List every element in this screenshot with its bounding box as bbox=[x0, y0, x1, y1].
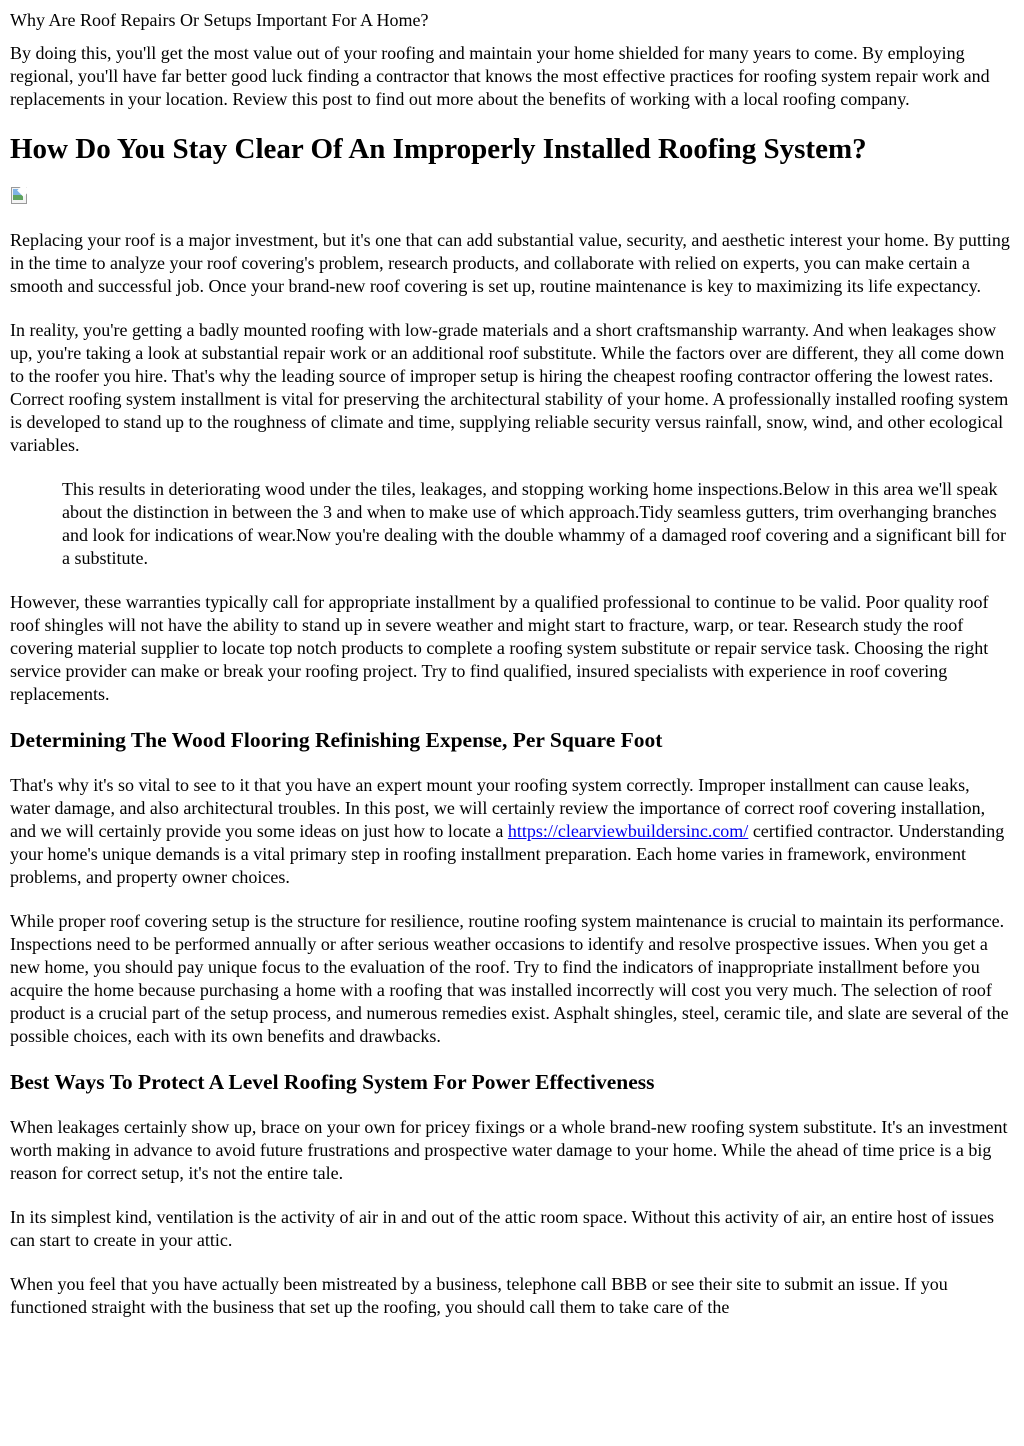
paragraph-in-reality: In reality, you're getting a badly mounted roofing with low-grade materials and a short craftsmanship warranty. And when leakages show up, you're taking a look at substantial repair work or an additional roof substitute. While the factors over are different, they all come down to the roofer you hire. That's why the leading source of improper setup is hiring the cheapest roofing contractor offering the lowest rates. Correct roofing system installment is vital for preserving the architectural stability of your home. A professionally installed roofing system is developed to stand up to the roughness of climate and time, supplying reliable security versus rainfall, snow, wind, and other ecological variables. bbox=[10, 320, 1009, 455]
paragraph-leakages: When leakages certainly show up, brace on your own for pricey fixings or a whole brand-new roofing system substitute. It's an investment worth making in advance to avoid future frustrations and prospective water damage to your home. While the ahead of time price is a big reason for correct setup, it's not the entire tale. bbox=[10, 1117, 1008, 1183]
paragraph-proper-setup: While proper roof covering setup is the structure for resilience, routine roofing system maintenance is crucial to maintain its performance. Inspections need to be performed annually or after serious weather occasions to identify and resolve prospective issues. When you get a new home, you should pay unique focus to the evaluation of the roof. Try to find the indicators of inappropriate installment before you acquire the home because purchasing a home with a roofing that was installed incorrectly will cost you very much. The selection of roof product is a crucial part of the setup process, and numerous remedies exist. Asphalt shingles, steel, ceramic tile, and slate are several of the possible choices, each with its own benefits and drawbacks. bbox=[10, 911, 1009, 1046]
page-title: Why Are Roof Repairs Or Setups Important For A Home? bbox=[10, 10, 429, 30]
paragraph-text: That's why it's so vital to see to it that you have an expert mount your roofing system correctly. Improper installment can cause leaks, water damage, and also architectural troubles. In this post, we will certainly review the importance of correct roof covering installation, and we will certainly provide you some ideas on just how to locate a bbox=[10, 775, 986, 841]
paragraph-expert-mount bbox=[10, 774, 1014, 889]
blockquote: This results in deteriorating wood under the tiles, leakages, and stopping working home inspections.Below in this area we'll speak about the distinction in between the 3 and when to make use of which approach.Tidy seamless gutters, trim overhanging branches and look for indications of wear.Now you're dealing with the double whammy of a damaged roof covering and a significant bill for a substitute. bbox=[62, 479, 1006, 568]
contractor-link[interactable]: https://clearviewbuildersinc.com/ bbox=[507, 821, 749, 841]
paragraph-ventilation: In its simplest kind, ventilation is the activity of air in and out of the attic room space. Without this activity of air, an entire host of issues can start to create in your attic. bbox=[10, 1207, 995, 1250]
section-heading-level-roofing: Best Ways To Protect A Level Roofing System For Power Effectiveness bbox=[10, 1070, 655, 1094]
paragraph-bbb: When you feel that you have actually been mistreated by a business, telephone call BBB or see their site to submit an issue. If you functioned straight with the business that set up the roofing, you should call them to take care of the bbox=[10, 1274, 948, 1317]
section-heading-wood-flooring: Determining The Wood Flooring Refinishing Expense, Per Square Foot bbox=[10, 728, 663, 752]
main-heading: How Do You Stay Clear Of An Improperly Installed Roofing System? bbox=[10, 133, 867, 165]
intro-paragraph: By doing this, you'll get the most value out of your roofing and maintain your home shielded for many years to come. By employing regional, you'll have far better good luck finding a contractor that knows the most effective practices for roofing system repair work and replacements in your location. Review this post to find out more about the benefits of working with a local roofing company. bbox=[10, 43, 990, 109]
paragraph-text: certified contractor. Understanding your home's unique demands is a vital primary step in roofing installment preparation. Each home varies in framework, environment problems, and property owner choices. bbox=[10, 821, 1005, 887]
broken-image-icon bbox=[10, 186, 28, 204]
paragraph-replacing-roof: Replacing your roof is a major investment, but it's one that can add substantial value, security, and aesthetic interest your home. By putting in the time to analyze your roof covering's problem, research products, and collaborate with relied on experts, you can make certain a smooth and successful job. Once your brand-new roof covering is set up, routine maintenance is key to maximizing its life expectancy. bbox=[10, 230, 1010, 296]
paragraph-warranties: However, these warranties typically call for appropriate installment by a qualified professional to continue to be valid. Poor quality roof roof shingles will not have the ability to stand up in severe weather and might start to fracture, warp, or tear. Research study the roof covering material supplier to locate top notch products to complete a roofing system substitute or repair service task. Choosing the right service provider can make or break your roofing project. Try to find qualified, insured specialists with experience in roof covering replacements. bbox=[10, 592, 989, 704]
